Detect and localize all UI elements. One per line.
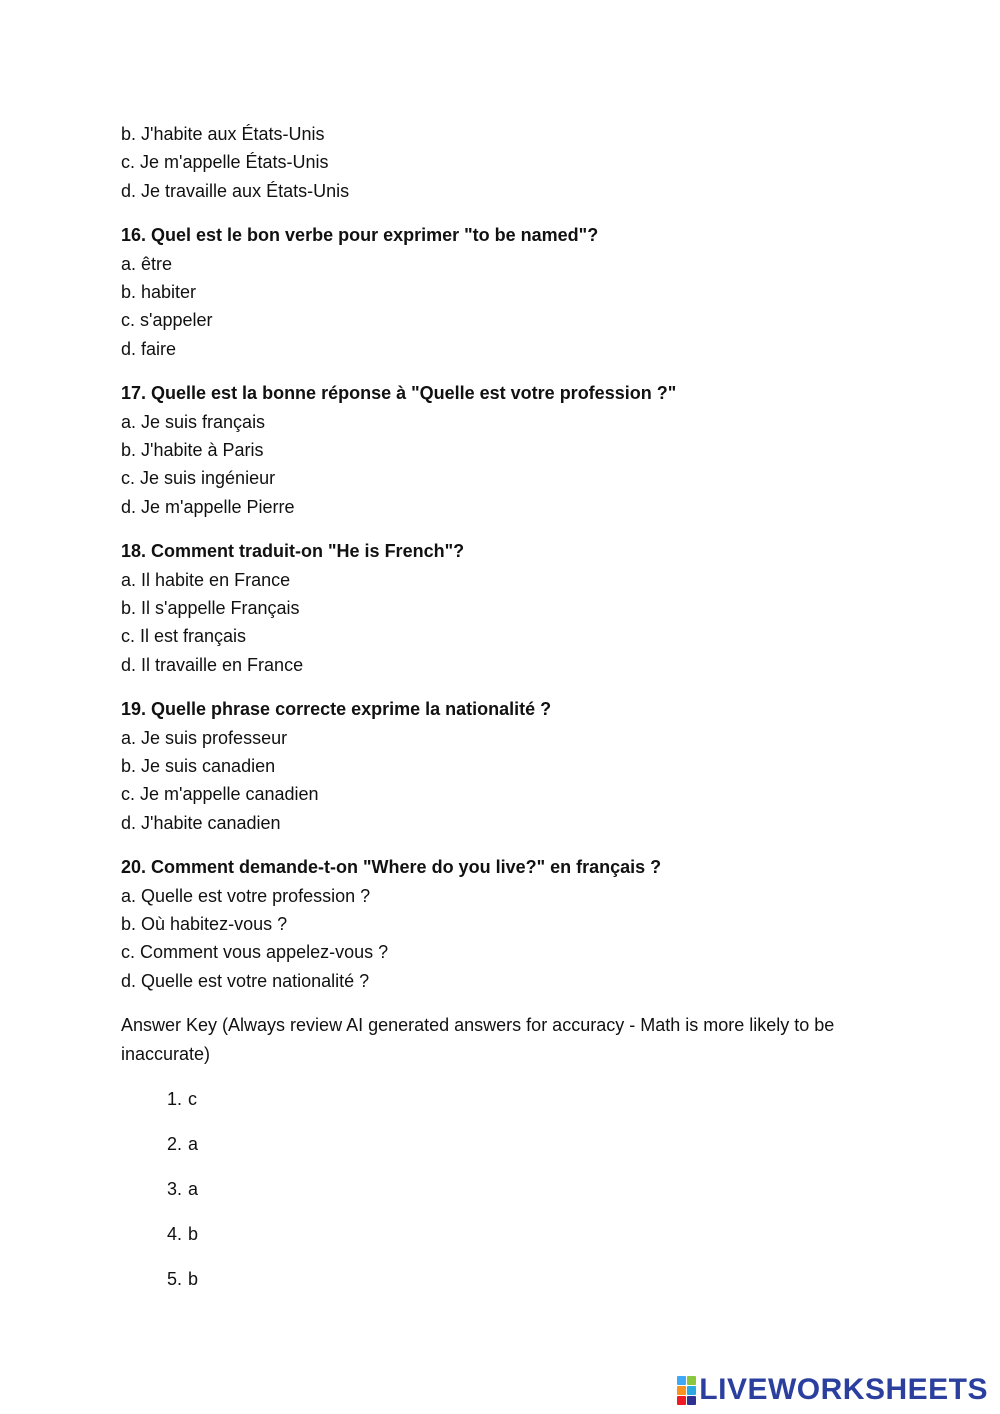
option-line: b. J'habite à Paris [121, 439, 264, 460]
option-line: c. Je m'appelle canadien [121, 784, 319, 805]
question-16 [121, 221, 881, 362]
logo-block [687, 1386, 696, 1395]
answer-key-item [121, 1265, 881, 1293]
option-line: b. Il s'appelle Français [121, 597, 300, 618]
answer-number: 5. [166, 1268, 182, 1289]
option-line: d. faire [121, 338, 177, 359]
option-line: c. Je suis ingénieur [121, 468, 276, 489]
option-line: a. Quelle est votre profession ? [121, 885, 371, 906]
answer-key-list [121, 1085, 881, 1293]
question-17 [121, 379, 881, 520]
option-line: a. Il habite en France [121, 569, 291, 590]
logo-text: LIVEWORKSHEETS [699, 1373, 988, 1406]
logo-block [687, 1376, 696, 1385]
option-line: d. J'habite canadien [121, 812, 281, 833]
option-line: a. Je suis français [121, 411, 266, 432]
logo-mark-icon [677, 1376, 696, 1405]
answer-key-item [121, 1220, 881, 1248]
answer-key-item [121, 1175, 881, 1203]
option-line: a. être [121, 253, 173, 274]
continued-question [121, 120, 881, 205]
option-line: d. Quelle est votre nationalité ? [121, 970, 370, 991]
question-18 [121, 537, 881, 678]
option-line: c. Comment vous appelez-vous ? [121, 942, 389, 963]
logo-block [687, 1396, 696, 1405]
answer-key-item [121, 1130, 881, 1158]
option-line: b. J'habite aux États-Unis [121, 124, 325, 144]
answer-key-item [121, 1085, 881, 1113]
option-line: d. Je travaille aux États-Unis [121, 180, 350, 201]
answer-number: 1. [166, 1088, 182, 1109]
question-title: 16. Quel est le bon verbe pour exprimer "to be named"? [121, 225, 599, 246]
logo-block [677, 1386, 686, 1395]
option-line: c. Il est français [121, 626, 247, 647]
answer-letter: a [188, 1133, 199, 1154]
answer-letter: b [188, 1223, 199, 1244]
answer-letter: a [188, 1178, 199, 1199]
option-line: b. Où habitez-vous ? [121, 913, 288, 934]
option-line: c. s'appeler [121, 310, 213, 331]
answer-number: 4. [166, 1223, 182, 1244]
option-line: d. Il travaille en France [121, 654, 304, 675]
option-line: b. Je suis canadien [121, 755, 276, 776]
question-title: 17. Quelle est la bonne réponse à "Quelle est votre profession ?" [121, 383, 677, 404]
logo-block [677, 1396, 686, 1405]
question-title: 19. Quelle phrase correcte exprime la nationalité ? [121, 699, 552, 720]
option-line: d. Je m'appelle Pierre [121, 496, 295, 517]
question-19 [121, 695, 881, 836]
answer-number: 3. [166, 1178, 182, 1199]
question-title: 18. Comment traduit-on "He is French"? [121, 541, 465, 562]
answer-key-intro: Answer Key (Always review AI generated answers for accuracy - Math is more likely to be inaccurate) [121, 1015, 835, 1064]
answer-letter: b [188, 1268, 199, 1289]
option-line: a. Je suis professeur [121, 727, 288, 748]
answer-number: 2. [166, 1133, 182, 1154]
question-20 [121, 853, 881, 994]
liveworksheets-logo [677, 1371, 988, 1409]
answer-letter: c [188, 1088, 197, 1109]
option-line: b. habiter [121, 281, 197, 302]
question-title: 20. Comment demande-t-on "Where do you live?" en français ? [121, 857, 662, 878]
option-line: c. Je m'appelle États-Unis [121, 152, 329, 173]
logo-block [677, 1376, 686, 1385]
worksheet-page [121, 120, 881, 1293]
